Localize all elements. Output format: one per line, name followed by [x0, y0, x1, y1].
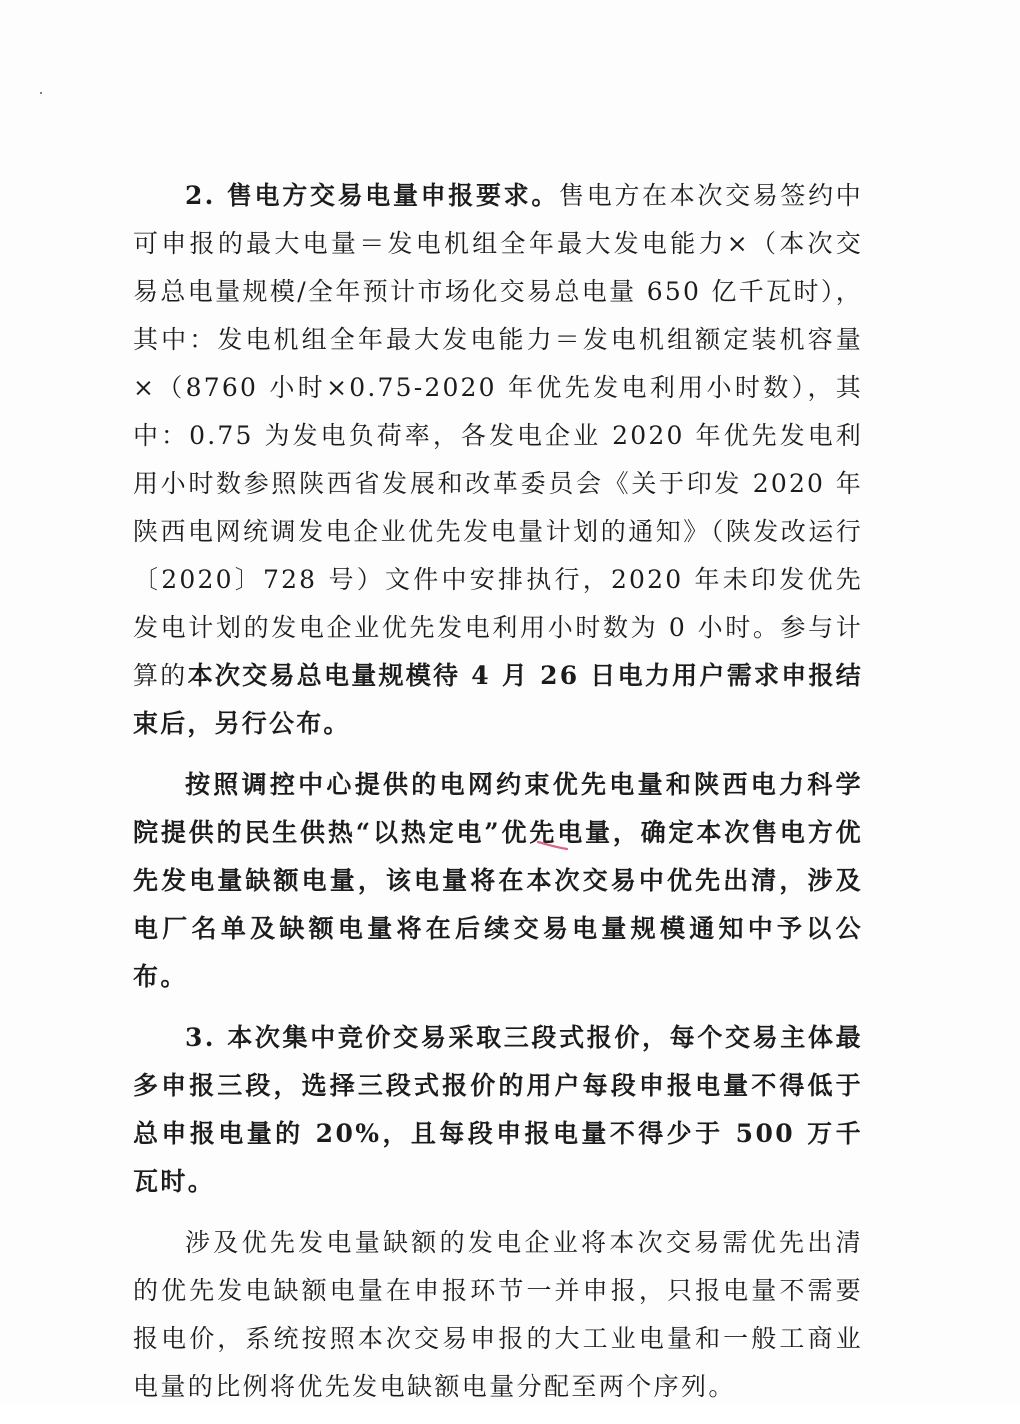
paragraph-shortfall-declaration	[133, 1219, 863, 1411]
document-body	[133, 172, 863, 1424]
paragraph-1-body: 售电方在本次交易签约中可申报的最大电量＝发电机组全年最大发电能力×（本次交易总电量规模/全年预计市场化交易总电量 650 亿千瓦时），其中：发电机组全年最大发电能力＝发电机组额定装机容量×（8760 小时×0.75-2020 年优先发电利用小时数），其中：0.75 为发电负荷率，各发电企业 2020 年优先发电利用小时数参照陕西省发展和改革委员会《关于印发 2020 年陕西电网统调发电企业优先发电量计划的通知》（陕发改运行〔2020〕728 号）文件中安排执行，2020 年未印发优先发电计划的发电企业优先发电利用小时数为 0 小时。参与计算的	[133, 181, 863, 690]
paragraph-priority-shortfall	[133, 761, 863, 1001]
scan-speck	[40, 92, 42, 94]
paragraph-4-text: 涉及优先发电量缺额的发电企业将本次交易需优先出清的优先发电缺额电量在申报环节一并申报，只报电量不需要报电价，系统按照本次交易申报的大工业电量和一般工商业电量的比例将优先发电缺额电量分配至两个序列。	[133, 1228, 863, 1401]
paragraph-three-stage-bidding	[133, 1014, 863, 1206]
paragraph-1-bold-tail: 本次交易总电量规模待 4 月 26 日电力用户需求申报结束后，另行公布。	[133, 661, 863, 738]
paragraph-2-text: 按照调控中心提供的电网约束优先电量和陕西电力科学院提供的民生供热“以热定电”优先电量，确定本次售电方优先发电量缺额电量，该电量将在本次交易中优先出清，涉及电厂名单及缺额电量将在后续交易电量规模通知中予以公布。	[133, 770, 863, 991]
paragraph-1-heading: 2. 售电方交易电量申报要求。	[185, 181, 560, 210]
pen-mark-icon	[536, 838, 570, 852]
paragraph-3-text: 3. 本次集中竞价交易采取三段式报价，每个交易主体最多申报三段，选择三段式报价的用户每段申报电量不得低于总申报电量的 20%，且每段申报电量不得少于 500 万千瓦时。	[133, 1023, 863, 1196]
paragraph-sale-declaration-requirements	[133, 172, 863, 748]
